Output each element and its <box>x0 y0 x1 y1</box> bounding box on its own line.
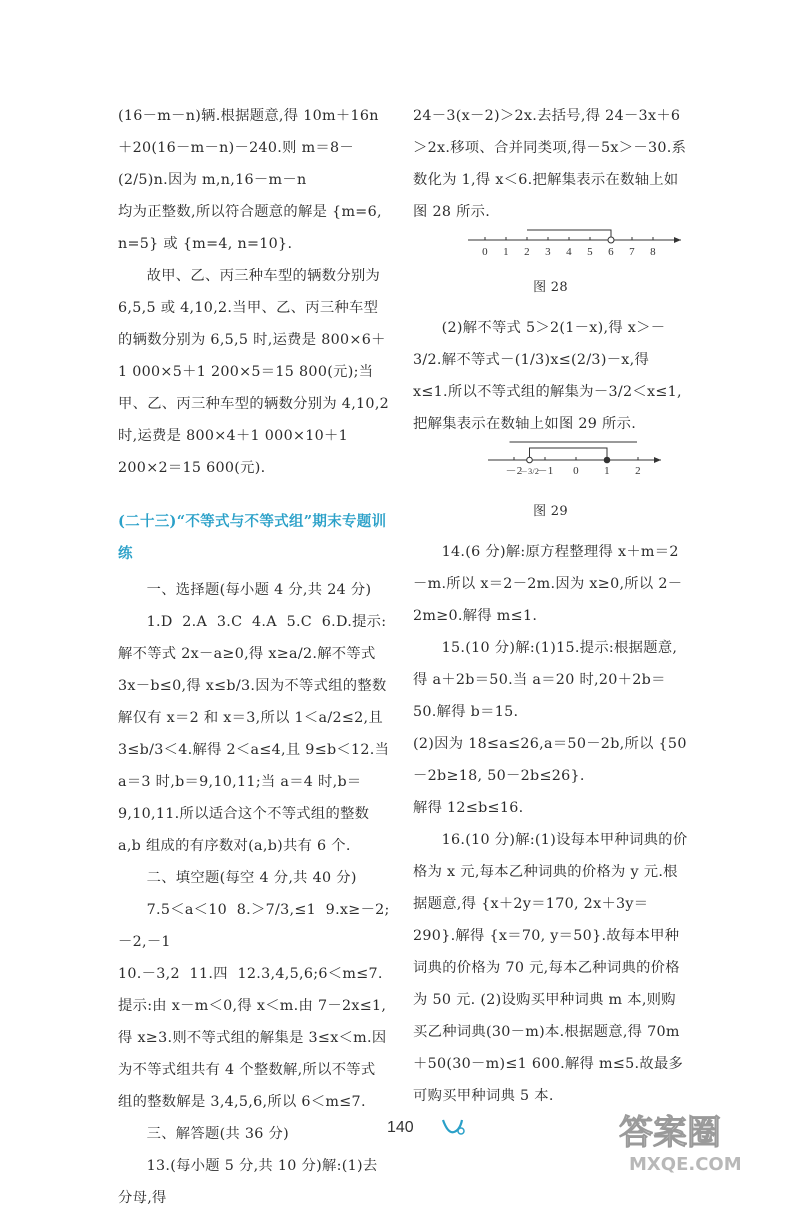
left-column <box>118 100 395 1214</box>
svg-text:MXQE.COM: MXQE.COM <box>629 1154 742 1175</box>
open-endpoint <box>527 457 533 463</box>
answer-13-start: 13.(每小题 5 分,共 10 分)解:(1)去分母,得 <box>118 1158 378 1206</box>
section-title: (二十三)“不等式与不等式组”期末专题训练 <box>118 513 387 562</box>
tick-label: 8 <box>650 246 656 258</box>
answer-7-9: 7.5＜a＜10 8.＞7/3,≤1 9.x≥－2;－2,－1 <box>118 902 390 950</box>
part2-title: 二、填空题(每空 4 分,共 40 分) <box>146 870 357 886</box>
page-number: 140 <box>387 1119 414 1136</box>
left-paragraph-3: 故甲、乙、丙三种车型的辆数分别为 6,5,5 或 4,10,2.当甲、乙、丙三种车型的辆数分别为 6,5,5 时,运费是 800×6＋1 000×5＋1 200×5＝15 800(元);当甲、乙、丙三种车型的辆数分别为 4,10,2 时,运费是 800×4＋1 000×10＋1 200×2＝15 600(元). <box>118 268 394 476</box>
answer-10-12: 10.－3,2 11.四 12.3,4,5,6;6＜m≤7.提示:由 x－m＜0,得 x＜m.由 7－2x≤1,得 x≥3.则不等式组的解集是 3≤x＜m.因为不等式组共有 4 个整数解,所以不等式组的整数解是 3,4,5,6,所以 6＜m≤7. <box>118 966 387 1110</box>
tick-label: 7 <box>629 246 635 258</box>
figure-29-caption: 图 29 <box>533 504 568 519</box>
right-paragraph-2: (2)解不等式 5＞2(1－x),得 x＞－3/2.解不等式－(1/3)x≤(2/3)－x,得 x≤1.所以不等式组的解集为－3/2＜x≤1,把解集表示在数轴上如图 29 所示. <box>413 320 682 432</box>
tick-label: 5 <box>587 246 593 258</box>
svg-text:答案圈: 答案圈 <box>619 1113 721 1153</box>
answer-15-part2: (2)因为 18≤a≤26,a＝50－2b,所以 {50－2b≥18, 50－2b≤26}. <box>413 736 687 784</box>
tick-label: 3 <box>545 246 551 258</box>
number-line-figure-28 <box>413 228 688 262</box>
right-column <box>413 100 688 1112</box>
answer-15-part1: 15.(10 分)解:(1)15.提示:根据题意,得 a＋2b＝50.当 a＝20 时,20＋2b＝50.解得 b＝15. <box>413 640 678 720</box>
watermark-logo-icon <box>615 1108 790 1176</box>
right-paragraph-1: 24－3(x－2)＞2x.去括号,得 24－3x＋6＞2x.移项、合并同类项,得－5x＞－30.系数化为 1,得 x＜6.把解集表示在数轴上如图 28 所示. <box>413 108 687 220</box>
answer-16: 16.(10 分)解:(1)设每本甲种词典的价格为 x 元,每本乙种词典的价格为 y 元.根据题意,得 {x＋2y＝170, 2x＋3y＝290}.解得 {x＝70, y＝50}.故每本甲种词典的价格为 70 元,每本乙种词典的价格为 50 元. (2)设购买甲种词典 m 本,则购买乙种词典(30－m)本.根据题意,得 70m＋50(30－m)≤1 600.解得 m≤5.故最多可购买甲种词典 5 本. <box>413 832 688 1104</box>
tick-label: 2 <box>524 246 530 258</box>
tick-label: 1 <box>503 246 509 258</box>
tick-label: －1 <box>536 465 554 477</box>
part3-title: 三、解答题(共 36 分) <box>146 1126 290 1142</box>
solution-ray <box>527 230 611 237</box>
figure-28-caption: 图 28 <box>533 280 568 295</box>
number-line-figure-29 <box>413 440 688 486</box>
answer-15-part3: 解得 12≤b≤16. <box>413 800 524 816</box>
tick-label: 0 <box>482 246 488 258</box>
tick-label: 1 <box>604 465 610 477</box>
publisher-logo-icon <box>440 1116 466 1138</box>
axis-arrow <box>654 457 661 463</box>
part1-title: 一、选择题(每小题 4 分,共 24 分) <box>146 582 372 598</box>
tick-label: 6 <box>608 246 614 258</box>
left-paragraph-2: 均为正整数,所以符合题意的解是 {m=6, n=5} 或 {m=4, n=10}. <box>118 204 387 252</box>
answer-14: 14.(6 分)解:原方程整理得 x＋m＝2－m.所以 x＝2－2m.因为 x≥0,所以 2－2m≥0.解得 m≤1. <box>413 544 683 624</box>
tick-label: 2 <box>635 465 641 477</box>
open-endpoint <box>608 237 614 243</box>
left-paragraph-1: (16－m－n)辆.根据题意,得 10m＋16n＋20(16－m－n)－240.则 m＝8－(2/5)n.因为 m,n,16－m－n <box>118 108 379 188</box>
tick-label: －2 <box>505 465 523 477</box>
tick-label: －3/2 <box>519 467 540 476</box>
answer-1-6: 1.D 2.A 3.C 4.A 5.C 6.D.提示:解不等式 2x－a≥0,得 x≥a/2.解不等式 3x－b≤0,得 x≤b/3.因为不等式组的整数解仅有 x＝2 和 x＝3,所以 1＜a/2≤2,且 3≤b/3＜4.解得 2＜a≤4,且 9≤b＜12.当 a＝3 时,b＝9,10,11;当 a＝4 时,b＝9,10,11.所以适合这个不等式组的整数 a,b 组成的有序数对(a,b)共有 6 个. <box>118 614 395 854</box>
solution-segment <box>530 448 608 460</box>
tick-label: 0 <box>573 465 579 477</box>
axis-arrow <box>674 237 681 243</box>
closed-endpoint <box>604 457 610 463</box>
tick-label: 4 <box>566 246 572 258</box>
